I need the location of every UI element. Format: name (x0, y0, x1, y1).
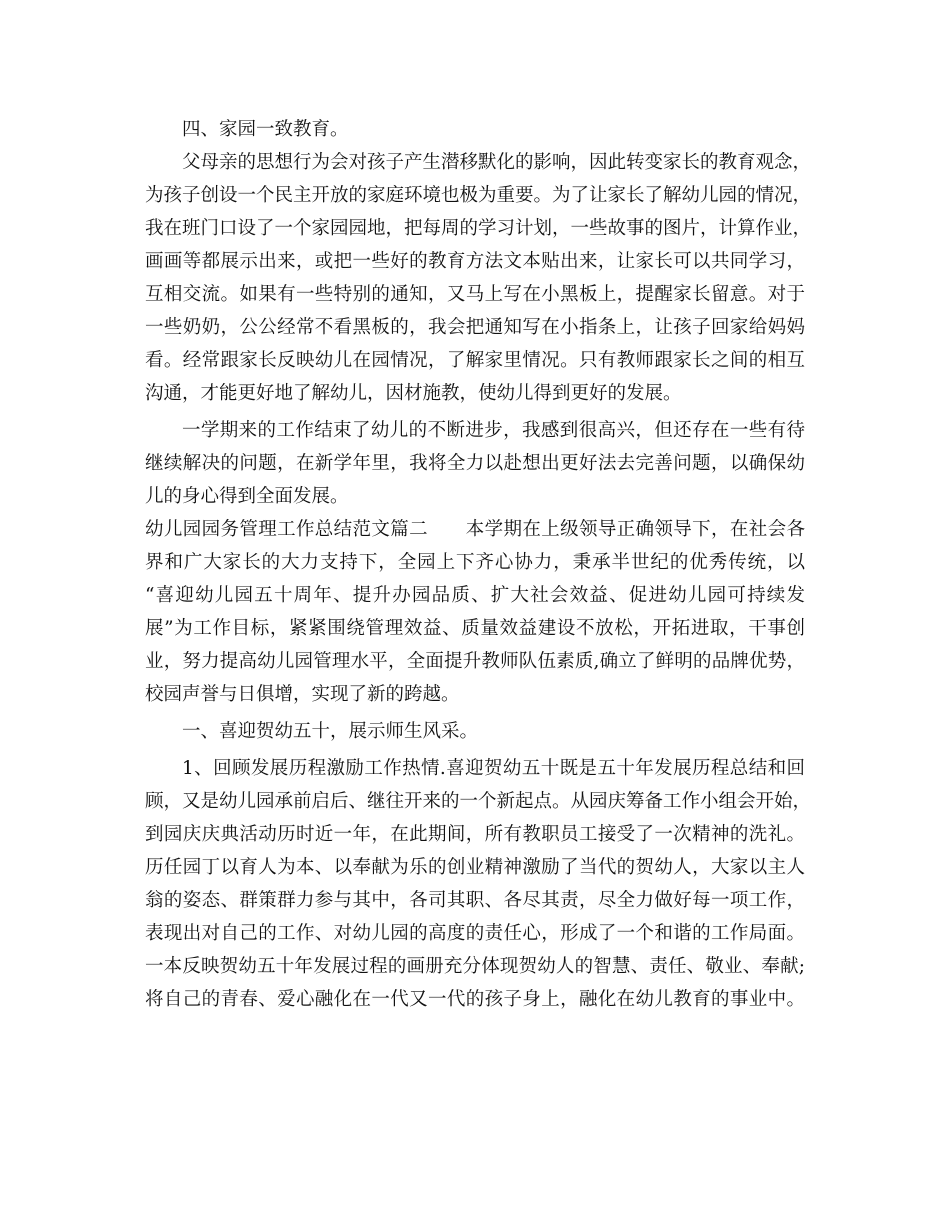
text-line: 互相交流。如果有一些特别的通知，又马上写在小黑板上，提醒家长留意。对于 (145, 284, 805, 305)
text-line: 翁的姿态、群策群力参与其中，各司其职、各尽其责，尽全力做好每一项工作， (145, 890, 805, 911)
text-line: 到园庆庆典活动历时近一年，在此期间，所有教职员工接受了一次精神的洗礼。 (145, 824, 805, 845)
text-line: 历任园丁以育人为本、以奉献为乐的创业精神激励了当代的贺幼人，大家以主人 (145, 857, 805, 878)
text-line: “喜迎幼儿园五十周年、提升办园品质、扩大社会效益、促进幼儿园可持续发 (145, 585, 805, 606)
text-line: 幼儿园园务管理工作总结范文篇二 本学期在上级领导正确领导下，在社会各 (145, 519, 805, 540)
section-heading-fiftieth-anniversary: 一、喜迎贺幼五十，展示师生风采。 (182, 721, 479, 742)
text-line: 1、回顾发展历程激励工作热情.喜迎贺幼五十既是五十年发展历程总结和回 (182, 758, 805, 779)
text-line: 一本反映贺幼五十年发展过程的画册充分体现贺幼人的智慧、责任、敬业、奉献; (145, 956, 805, 977)
text-line: 顾，又是幼儿园承前启后、继往开来的一个新起点。从园庆筹备工作小组会开始， (145, 791, 812, 812)
text-line: 沟通，才能更好地了解幼儿，因材施教，使幼儿得到更好的发展。 (145, 383, 682, 404)
text-line: 我在班门口设了一个家园园地，把每周的学习计划，一些故事的图片，计算作业， (145, 218, 812, 239)
text-line: 展”为工作目标，紧紧围绕管理效益、质量效益建设不放松，开拓进取，干事创 (145, 618, 805, 639)
paragraph-heading-family-education: 四、家园一致教育。 (182, 119, 349, 140)
text-line: 表现出对自己的工作、对幼儿园的高度的责任心，形成了一个和谐的工作局面。 (145, 923, 805, 944)
text-line: 一学期来的工作结束了幼儿的不断进步，我感到很高兴，但还存在一些有待 (182, 420, 805, 441)
text-line: 校园声誉与日俱增，实现了新的跨越。 (145, 684, 460, 705)
text-line: 继续解决的问题，在新学年里，我将全力以赴想出更好法去完善问题，以确保幼 (145, 453, 805, 474)
text-line: 看。经常跟家长反映幼儿在园情况，了解家里情况。只有教师跟家长之间的相互 (145, 350, 805, 371)
text-line: 儿的身心得到全面发展。 (145, 486, 349, 507)
text-line: 为孩子创设一个民主开放的家庭环境也极为重要。为了让家长了解幼儿园的情况， (145, 185, 812, 206)
text-line: 一些奶奶，公公经常不看黑板的，我会把通知写在小指条上，让孩子回家给妈妈 (145, 317, 805, 338)
text-line: 界和广大家长的大力支持下，全园上下齐心协力，秉承半世纪的优秀传统，以 (145, 552, 805, 573)
text-line: 画画等都展示出来，或把一些好的教育方法文本贴出来，让家长可以共同学习， (145, 251, 805, 272)
text-line: 业，努力提高幼儿园管理水平，全面提升教师队伍素质,确立了鲜明的品牌优势， (145, 651, 805, 672)
document-body (145, 113, 812, 1016)
text-line: 将自己的青春、爱心融化在一代又一代的孩子身上，融化在幼儿教育的事业中。 (145, 989, 805, 1010)
text-line: 父母亲的思想行为会对孩子产生潜移默化的影响，因此转变家长的教育观念， (182, 152, 812, 173)
